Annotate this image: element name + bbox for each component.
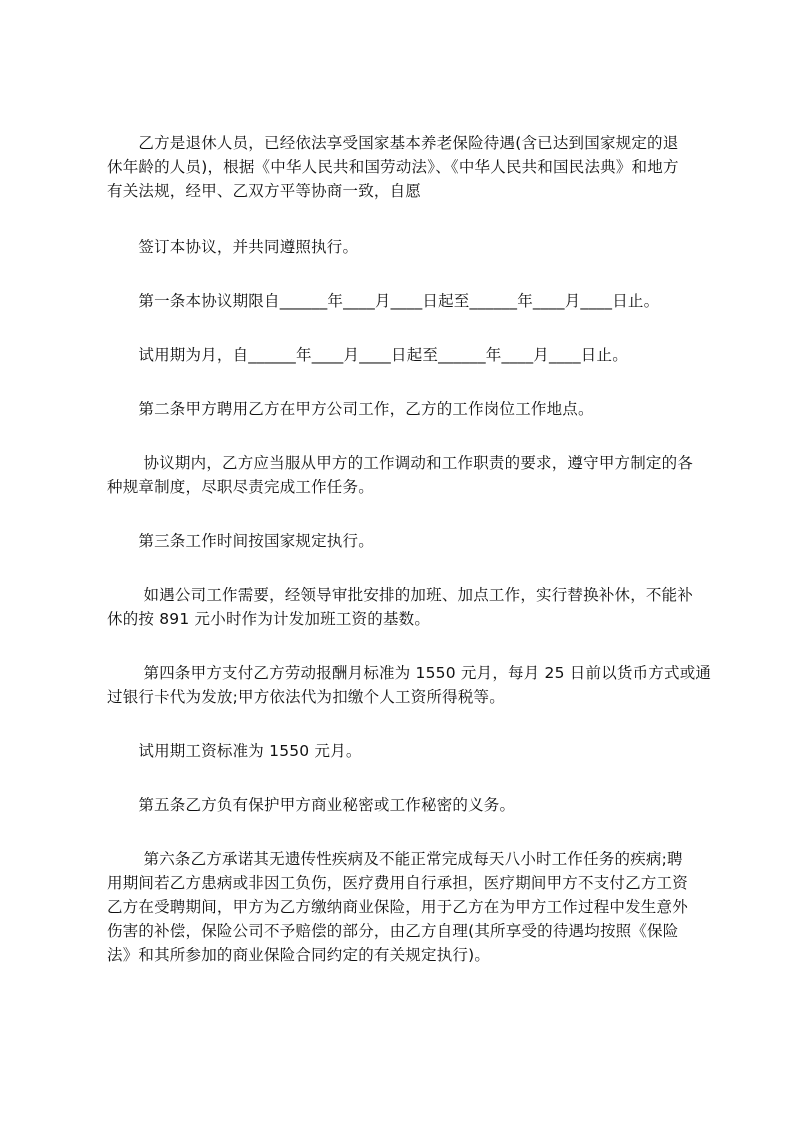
text-line: 乙方在受聘期间，甲方为乙方缴纳商业保险，用于乙方在为甲方工作过程中发生意外: [107, 898, 688, 916]
text-line: 第五条乙方负有保护甲方商业秘密或工作秘密的义务。: [107, 796, 516, 814]
paragraph-article-1: [107, 289, 697, 313]
paragraph-article-4: [107, 661, 712, 709]
paragraph-article-5: [107, 793, 697, 817]
text-line: 法》和其所参加的商业保险合同约定的有关规定执行)。: [107, 946, 491, 964]
text-line: 休的按 891 元小时作为计发加班工资的基数。: [107, 610, 431, 628]
paragraph-article-3: [107, 529, 697, 553]
text-line: 第二条甲方聘用乙方在甲方公司工作，乙方的工作岗位工作地点。: [107, 400, 594, 418]
text-line: 休年龄的人员)，根据《中华人民共和国劳动法》、《中华人民共和国民法典》和地方: [107, 158, 679, 176]
text-line: 过银行卡代为发放;甲方依法代为扣缴个人工资所得税等。: [107, 688, 505, 706]
paragraph-overtime: [107, 583, 697, 631]
paragraph-article-6: [107, 847, 697, 967]
text-line: 如遇公司工作需要，经领导审批安排的加班、加点工作，实行替换补休，不能补: [107, 586, 694, 604]
paragraph-article-2: [107, 397, 697, 421]
text-line: 第一条本协议期限自______年____月____日起至______年____月____日止。: [107, 292, 660, 310]
text-line: 协议期内，乙方应当服从甲方的工作调动和工作职责的要求，遵守甲方制定的各: [107, 454, 694, 472]
paragraph-duty: [107, 451, 697, 499]
paragraph-sign: [107, 235, 697, 259]
text-line: 伤害的补偿，保险公司不予赔偿的部分，由乙方自理(其所享受的待遇均按照《保险: [107, 922, 679, 940]
text-line: 乙方是退休人员，已经依法享受国家基本养老保险待遇(含已达到国家规定的退: [107, 134, 679, 152]
text-line: 有关法规，经甲、乙双方平等协商一致，自愿: [107, 182, 422, 200]
text-line: 种规章制度，尽职尽责完成工作任务。: [107, 478, 374, 496]
paragraph-intro: [107, 131, 697, 203]
text-line: 第三条工作时间按国家规定执行。: [107, 532, 374, 550]
paragraph-probation-wage: [107, 739, 697, 763]
paragraph-probation-period: [107, 343, 697, 367]
text-line: 试用期为月，自______年____月____日起至______年____月____日止。: [107, 346, 628, 364]
text-line: 第六条乙方承诺其无遗传性疾病及不能正常完成每天八小时工作任务的疾病;聘: [107, 850, 683, 868]
text-line: 试用期工资标准为 1550 元月。: [107, 742, 362, 760]
text-line: 用期间若乙方患病或非因工负伤，医疗费用自行承担，医疗期间甲方不支付乙方工资: [107, 874, 688, 892]
text-line: 第四条甲方支付乙方劳动报酬月标准为 1550 元月，每月 25 日前以货币方式或通: [107, 664, 712, 682]
text-line: 签订本协议，并共同遵照执行。: [107, 238, 359, 256]
